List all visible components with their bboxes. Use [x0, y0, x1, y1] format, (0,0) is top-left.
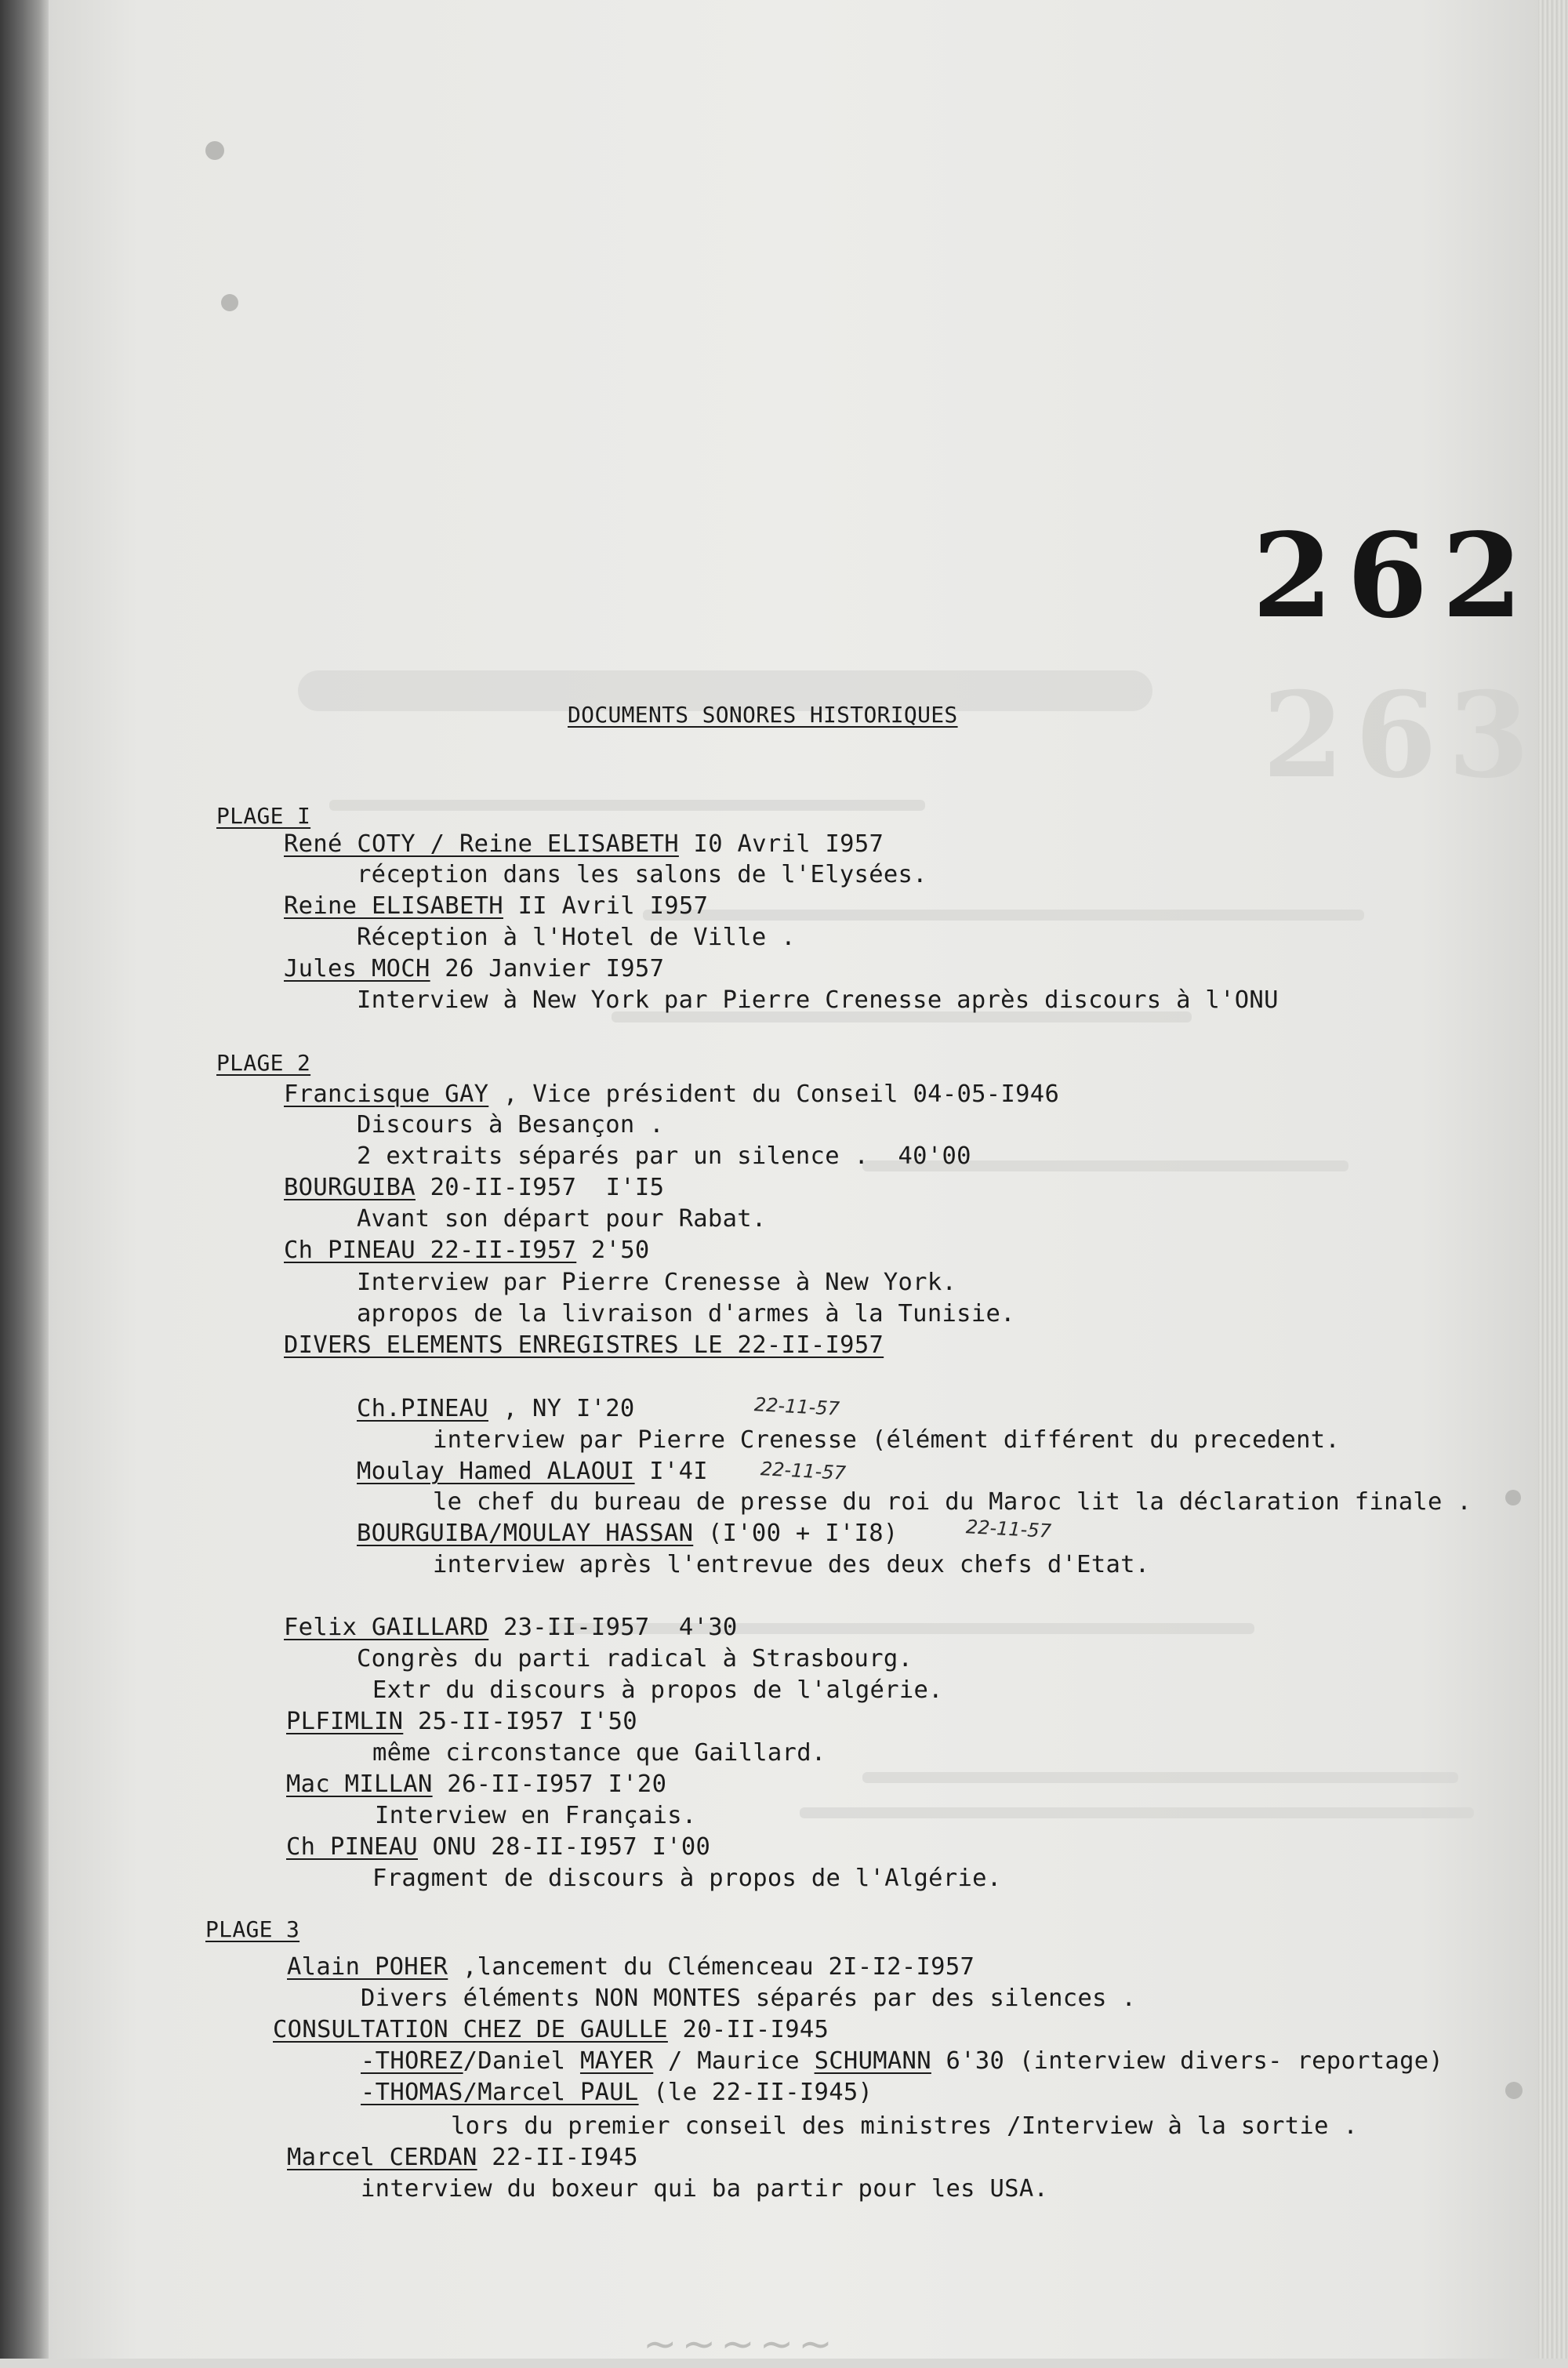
- entry-details: 26-II-I957 I'20: [432, 1771, 667, 1798]
- entry-name: BOURGUIBA: [284, 1174, 416, 1201]
- entry-line: [357, 1394, 635, 1424]
- show-through-stamp: 263: [1262, 666, 1541, 804]
- entry-name: Mac MILLAN: [286, 1771, 433, 1798]
- faint-footer-scrawl: ~~~~~: [643, 2321, 837, 2368]
- entry-description: Fragment de discours à propos de l'Algérie.: [372, 1865, 1002, 1892]
- entry-description: même circonstance que Gaillard.: [372, 1739, 826, 1767]
- entry-line: [361, 2078, 873, 2108]
- entry-description: Extr du discours à propos de l'algérie.: [372, 1676, 943, 1704]
- show-through-line: [800, 1807, 1474, 1818]
- entry-name: MAYER: [579, 2047, 654, 2075]
- entry-line: [287, 1952, 975, 1982]
- entry-text: / Maurice: [653, 2047, 815, 2075]
- entry-details: 20-II-I957 I'I5: [415, 1174, 665, 1201]
- entry-description: Discours à Besançon .: [357, 1111, 664, 1139]
- entry-name: CONSULTATION CHEZ DE GAULLE: [273, 2016, 668, 2043]
- entry-line: [284, 830, 884, 859]
- entry-text: /Daniel: [463, 2047, 580, 2075]
- entry-name: -THOMAS/Marcel PAUL: [361, 2079, 639, 2106]
- entry-line: [361, 2047, 1443, 2076]
- entry-description: apropos de la livraison d'armes à la Tunisie.: [357, 1300, 1015, 1327]
- entry-details: 23-II-I957 4'30: [488, 1614, 738, 1641]
- entry-description: 2 extraits séparés par un silence . 40'00: [357, 1142, 971, 1170]
- book-binding: [0, 0, 49, 2359]
- show-through-line: [643, 910, 1364, 921]
- show-through-line: [329, 800, 925, 811]
- entry-description: lors du premier conseil des ministres /Interview à la sortie .: [451, 2112, 1359, 2140]
- entry-details: I'4I: [634, 1458, 708, 1485]
- entry-name: Felix GAILLARD: [284, 1614, 489, 1641]
- entry-name: Jules MOCH: [284, 955, 430, 982]
- page-number-stamp: 262: [1252, 507, 1537, 644]
- entry-details: , Vice président du Conseil 04-05-I946: [488, 1080, 1060, 1108]
- entry-details: (I'00 + I'I8): [693, 1520, 898, 1547]
- entry-date: I0 Avril I957: [678, 830, 884, 858]
- divers-heading: DIVERS ELEMENTS ENREGISTRES LE 22-II-I957: [284, 1331, 884, 1359]
- entry-line: [286, 1832, 710, 1862]
- entry-description: Divers éléments NON MONTES séparés par des silences .: [361, 1985, 1137, 2012]
- entry-line: [284, 1613, 738, 1643]
- entry-details: , NY I'20: [488, 1395, 635, 1422]
- entry-details: 20-II-I945: [667, 2016, 829, 2043]
- entry-name: René COTY / Reine ELISABETH: [284, 830, 679, 858]
- entry-name: PLFIMLIN: [286, 1708, 404, 1735]
- entry-details: 2'50: [576, 1237, 650, 1264]
- entry-description: Réception à l'Hotel de Ville .: [357, 924, 796, 951]
- entry-name: Francisque GAY: [284, 1080, 489, 1108]
- entry-name: Alain POHER: [287, 1953, 448, 1981]
- entry-name: Reine ELISABETH: [284, 892, 503, 920]
- entry-line: [286, 1770, 666, 1800]
- entry-details: 22-II-I945: [477, 2144, 638, 2171]
- entry-description: Interview par Pierre Crenesse à New York.: [357, 1269, 957, 1296]
- handwritten-date: 22-11-57: [753, 1393, 840, 1420]
- entry-text: 6'30 (interview divers- reportage): [931, 2047, 1444, 2075]
- punch-hole: [1505, 2082, 1523, 2099]
- entry-name: Ch PINEAU 22-II-I957: [284, 1237, 577, 1264]
- entry-date: II Avril I957: [503, 892, 709, 920]
- entry-line: [284, 1080, 1059, 1110]
- entry-description: réception dans les salons de l'Elysées.: [357, 861, 927, 888]
- handwritten-date: 22-11-57: [965, 1516, 1052, 1542]
- entry-text: (le 22-II-I945): [638, 2079, 873, 2106]
- entry-description: interview par Pierre Crenesse (élément différent du precedent.: [433, 1426, 1341, 1454]
- entry-description: interview du boxeur qui ba partir pour les USA.: [361, 2175, 1049, 2203]
- entry-description: Avant son départ pour Rabat.: [357, 1205, 767, 1233]
- entry-line: [284, 1173, 664, 1203]
- entry-name: SCHUMANN: [814, 2047, 931, 2075]
- punch-hole: [205, 141, 224, 160]
- handwritten-date: 22-11-57: [760, 1458, 847, 1484]
- entry-description: Interview en Français.: [375, 1802, 697, 1829]
- entry-line: [357, 1457, 708, 1487]
- entry-line: [357, 1519, 898, 1549]
- entry-line: [287, 2143, 638, 2173]
- entry-description: interview après l'entrevue des deux chefs d'Etat.: [433, 1551, 1150, 1578]
- entry-name: BOURGUIBA/MOULAY HASSAN: [357, 1520, 694, 1547]
- entry-name: Marcel CERDAN: [287, 2144, 477, 2171]
- entry-name: -THOREZ: [361, 2047, 463, 2075]
- plage-3-heading: PLAGE 3: [205, 1916, 300, 1942]
- entry-line: [286, 1707, 637, 1737]
- entry-date: 26 Janvier I957: [430, 955, 665, 982]
- entry-description: le chef du bureau de presse du roi du Maroc lit la déclaration finale .: [433, 1488, 1472, 1516]
- page-edge: [1538, 0, 1568, 2359]
- plage-1-heading: PLAGE I: [216, 803, 311, 829]
- punch-hole: [221, 294, 238, 311]
- show-through-line: [862, 1772, 1458, 1783]
- entry-name: Moulay Hamed ALAOUI: [357, 1458, 635, 1485]
- entry-name: Ch PINEAU: [286, 1833, 418, 1861]
- entry-line: [284, 1236, 650, 1266]
- plage-2-heading: PLAGE 2: [216, 1050, 311, 1076]
- entry-line: [284, 892, 708, 921]
- entry-name: Ch.PINEAU: [357, 1395, 488, 1422]
- entry-details: ,lancement du Clémenceau 2I-I2-I957: [448, 1953, 975, 1981]
- entry-line: [273, 2015, 829, 2045]
- entry-details: ONU 28-II-I957 I'00: [417, 1833, 711, 1861]
- punch-hole: [1505, 1490, 1521, 1505]
- entry-line: [284, 954, 664, 984]
- document-title: DOCUMENTS SONORES HISTORIQUES: [568, 702, 958, 728]
- entry-details: 25-II-I957 I'50: [403, 1708, 637, 1735]
- entry-description: Congrès du parti radical à Strasbourg.: [357, 1645, 913, 1672]
- entry-description: Interview à New York par Pierre Crenesse après discours à l'ONU: [357, 986, 1279, 1014]
